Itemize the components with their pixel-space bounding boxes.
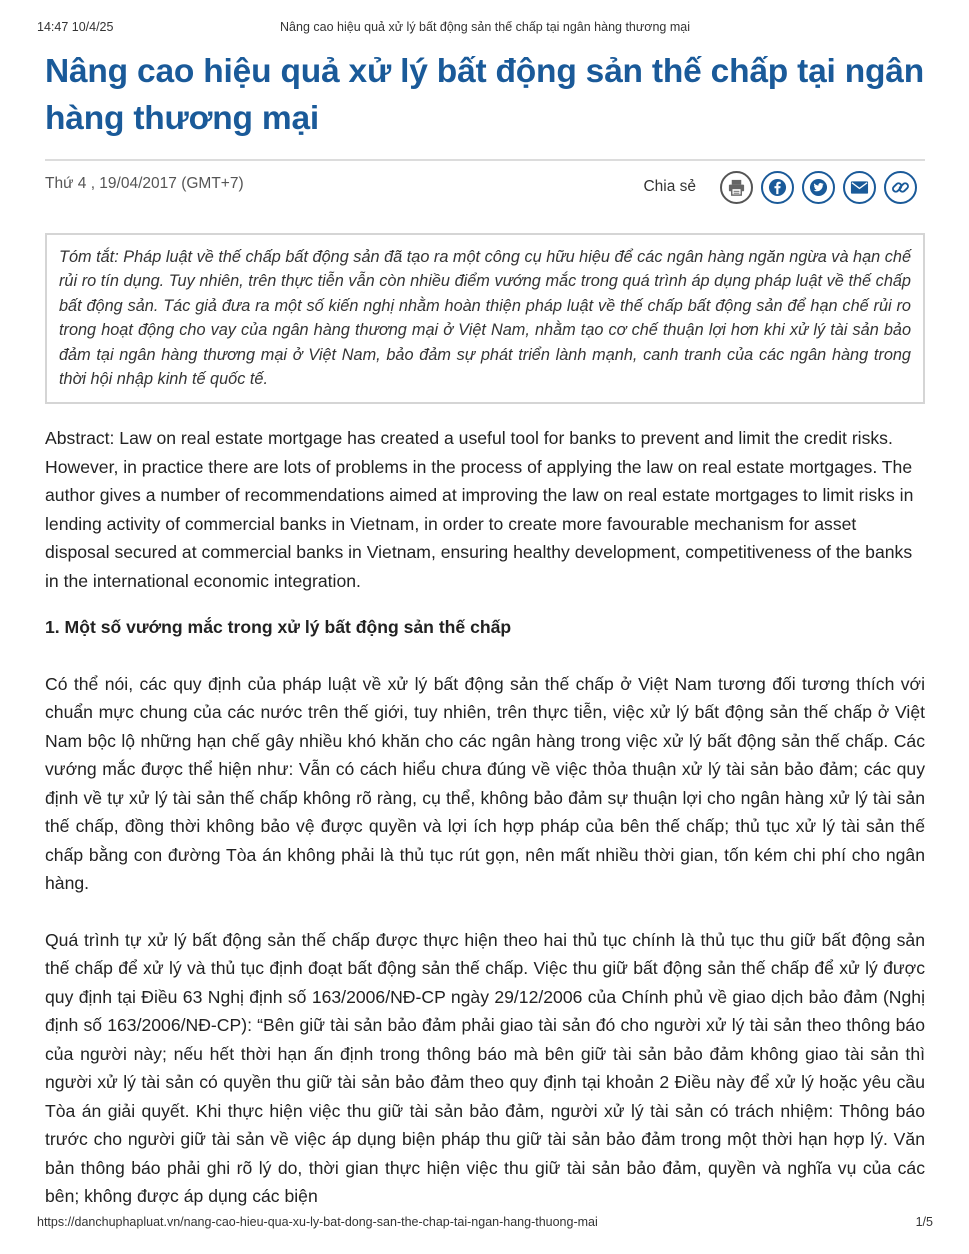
twitter-icon [809, 178, 828, 197]
article [45, 48, 925, 1211]
article-summary: Tóm tắt: Pháp luật về thế chấp bất động sản đã tạo ra một công cụ hữu hiệu để các ngân hàng ngăn ngừa và hạn chế rủi ro tín dụng. Tuy nhiên, trên thực tiễn vẫn còn nhiều điểm vướng mắc trong quá trình áp dụng pháp luật về thế chấp bất động sản. Tác giả đưa ra một số kiến nghị nhằm hoàn thiện pháp luật về thế chấp bất động sản để hạn chế rủi ro trong hoạt động cho vay của ngân hàng thương mại ở Việt Nam, nhằm tạo cơ chế thuận lợi hơn khi xử lý tài sản bảo đảm tại ngân hàng thương mại ở Việt Nam, bảo đảm sự phát triển lành mạnh, canh tranh của các ngân hàng trong thời hội nhập kinh tế quốc tế. [45, 233, 925, 404]
twitter-share-button[interactable] [802, 171, 835, 204]
facebook-share-button[interactable] [761, 171, 794, 204]
share-bar [643, 167, 917, 207]
print-button[interactable] [720, 171, 753, 204]
publish-date: Thứ 4 , 19/04/2017 (GMT+7) [45, 175, 244, 192]
body-paragraph: Có thể nói, các quy định của pháp luật về xử lý bất động sản thế chấp ở Việt Nam tương đối tương thích với chuẩn mực chung của các nước trên thế giới, tuy nhiên, trên thực tiễn, việc xử lý bất động sản thế chấp ở Việt Nam bộc lộ những hạn chế gây nhiều khó khăn cho các ngân hàng trong việc xử lý bất động sản thế chấp. Các vướng mắc được thể hiện như: Vẫn có cách hiểu chưa đúng về việc thỏa thuận xử lý tài sản bảo đảm; các quy định về tự xử lý tài sản thế chấp không rõ ràng, cụ thể, không bảo đảm sự thuận lợi cho ngân hàng xử lý tài sản thế chấp, đồng thời không bảo vệ được quyền và lợi ích hợp pháp của bên thế chấp; thủ tục xử lý tài sản thế chấp bằng con đường Tòa án không phải là thủ tục rút gọn, nên mất nhiều thời gian, tốn kém chi phí cho ngân hàng. [45, 673, 925, 894]
email-share-button[interactable] [843, 171, 876, 204]
print-footer [37, 1215, 933, 1231]
link-icon [891, 178, 910, 197]
print-datetime: 14:47 10/4/25 [37, 20, 114, 34]
body-paragraph: Quá trình tự xử lý bất động sản thế chấp được thực hiện theo hai thủ tục chính là thủ tục thu giữ bất động sản thế chấp để xử lý và thủ tục định đoạt bất động sản thế chấp. Việc thu giữ bất động sản thế chấp để xử lý được quy định tại Điều 63 Nghị định số 163/2006/NĐ-CP ngày 29/12/2006 của Chính phủ về giao dịch bảo đảm (Nghị định số 163/2006/NĐ-CP): “Bên giữ tài sản bảo đảm phải giao tài sản đó cho người xử lý tài sản theo thông báo của người này; nếu hết thời hạn ấn định trong thông báo mà bên giữ tài sản bảo đảm không giao tài sản thì người xử lý tài sản có quyền thu giữ tài sản bảo đảm theo quy định tại khoản 2 Điều này để xử lý hoặc yêu cầu Tòa án giải quyết. Khi thực hiện việc thu giữ tài sản bảo đảm, người xử lý tài sản có trách nhiệm: Thông báo trước cho người giữ tài sản về việc áp dụng biện pháp thu giữ tài sản bảo đảm trong một thời hạn hợp lý. Văn bản thông báo phải ghi rõ lý do, thời gian thực hiện việc thu giữ tài sản bảo đảm, quyền và nghĩa vụ của các bên; không được áp dụng các biện [45, 929, 925, 1207]
page-title: Nâng cao hiệu quả xử lý bất động sản thế chấp tại ngân hàng thương mại [45, 53, 924, 137]
print-header [37, 20, 933, 36]
print-doc-title: Nâng cao hiệu quả xử lý bất động sản thế chấp tại ngân hàng thương mại [280, 20, 690, 34]
section-heading: 1. Một số vướng mắc trong xử lý bất động sản thế chấp [45, 617, 512, 638]
article-abstract: Abstract: Law on real estate mortgage has created a useful tool for banks to prevent and limit the credit risks. However, in practice there are lots of problems in the process of applying the law on real estate mortgages. The author gives a number of recommendations aimed at improving the law on real estate mortgages to limit risks in lending activity of commercial banks in Vietnam, in order to create more favourable mechanism for asset disposal secured at commercial banks in Vietnam, ensuring healthy development, competitiveness of the banks in the international economic integration. [45, 428, 914, 591]
copy-link-button[interactable] [884, 171, 917, 204]
email-icon [850, 178, 869, 197]
page-number: 1/5 [915, 1215, 933, 1229]
printer-icon [727, 178, 746, 197]
share-label: Chia sẻ [643, 178, 696, 195]
article-meta [45, 159, 925, 211]
facebook-icon [768, 178, 787, 197]
print-url: https://danchuphapluat.vn/nang-cao-hieu-qua-xu-ly-bat-dong-san-the-chap-tai-ngan-hang-thuong-mai [37, 1215, 598, 1229]
